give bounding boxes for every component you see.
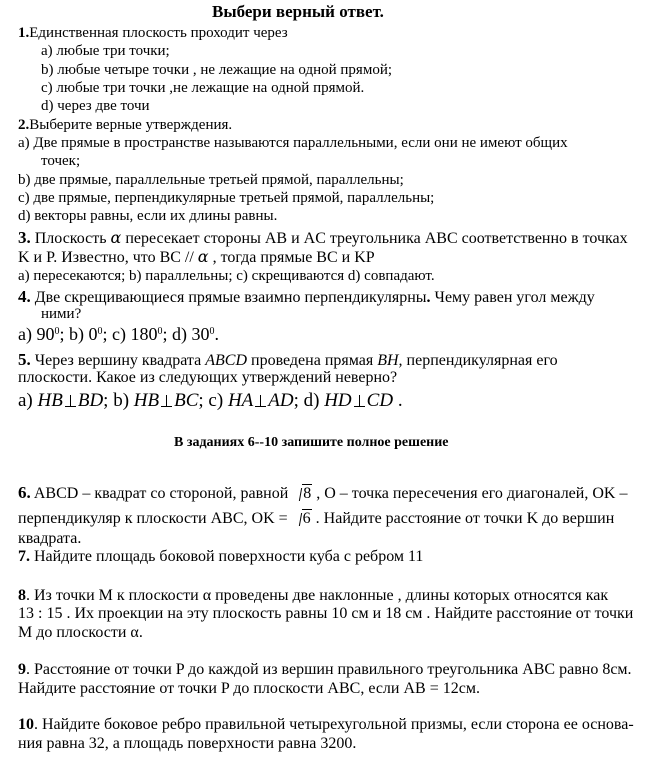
question-1-text [18,24,288,42]
question-6-text-line2 [18,510,614,528]
degree-sup: 0 [97,326,103,337]
question-5-prompt-c: перпендикулярная его [402,352,558,369]
question-10-text [18,716,634,734]
segment-hb: HB [37,390,63,411]
question-5-answers [18,389,403,412]
question-4-text-line2: ними? [41,306,82,322]
degree-sup: 0 [54,326,60,337]
question-1-option-a: a) любые три точки; [41,43,170,59]
question-5-number: 5. [18,350,31,369]
question-4-answers [18,324,219,344]
question-3-number: 3. [18,228,31,247]
line-bh: BH, [377,352,403,369]
alpha-symbol: α [197,247,209,266]
question-1-number: 1. [18,25,30,41]
answer-a: a) 90 [18,324,55,344]
question-4-prompt-b: Чему равен угол между [430,289,595,306]
segment-ha: HA [227,390,254,411]
sqrt-value: 6 [302,510,311,527]
question-10-line1: . Найдите боковое ребро правильной четырехугольной призмы, если сторона ее основа- [34,716,634,733]
segment-hb: HB [133,390,160,411]
question-7-number: 7. [18,548,30,565]
question-6-prompt-a: ABCD – квадрат со стороной, равной [30,485,293,502]
question-3-prompt-a: Плоскость [30,230,111,247]
question-2-option-a-cont: точек; [41,153,81,169]
question-8-line1: . Из точки M к плоскости α проведены две наклонные , длины которых относятся как [26,587,609,604]
degree-sup: 0 [209,326,215,337]
question-4-prompt: Две скрещивающиеся прямые взаимно перпендикулярны [30,289,427,306]
square-name: ABCD [205,352,247,369]
answer-d: ; d) [293,390,320,411]
segment-cd: CD [366,390,394,411]
question-5-text-line2: плоскости. Какое из следующих утверждений неверно? [18,369,398,386]
question-4-text [18,287,595,307]
question-2-option-a: a) Две прямые в пространстве называются параллельными, если они не имеют общих [18,135,568,151]
perpendicular-icon [255,395,266,407]
question-5-prompt-b: проведена прямая [247,352,378,369]
perpendicular-icon [354,395,365,407]
alpha-symbol: α [110,228,122,247]
page-title: Выбери верный ответ. [212,2,384,21]
question-7-text [18,548,423,566]
question-2-option-c: c) две прямые, перпендикулярные третьей прямой, параллельны; [18,190,435,206]
answer-b: ; b) [103,390,130,411]
question-5-text [18,350,558,370]
question-10-line2: ния равна 32, а площадь поверхности равна 3200. [18,735,357,752]
question-5-prompt-a: Через вершину квадрата [30,352,206,369]
segment-bd: BD [77,390,104,411]
question-4-number: 4. [18,287,31,306]
perpendicular-icon [161,395,172,407]
sqrt-value: 8 [303,485,312,502]
segment-ad: AD [268,390,294,411]
answer-c: ; c) [198,390,224,411]
question-1-prompt: Единственная плоскость проходит через [29,25,288,41]
answer-c: ; c) 180 [102,324,158,344]
question-3-line2-b: , тогда прямые BC и KP [208,249,375,266]
perpendicular-icon [65,395,76,407]
answer-d: ; d) 30 [162,324,210,344]
answer-end: . [393,390,403,411]
question-8-number: 8 [18,587,26,604]
question-2-number: 2. [18,117,30,133]
question-3-text [18,228,628,248]
question-2-option-b: b) две прямые, параллельные третьей прямой, параллельны; [18,172,404,188]
sqrt-symbol [293,510,312,528]
question-8-line2: 13 : 15 . Их проекции на эту плоскость равны 10 см и 18 см . Найдите расстояние от точки [18,605,634,622]
question-4-dot: . [426,289,431,306]
question-6-number: 6. [18,483,31,502]
question-2-prompt: Выберите верные утверждения. [29,117,233,133]
question-6-line2-a: перпендикуляр к плоскости ABC, OK = [18,510,292,527]
question-1-option-d: d) через две точи [41,98,150,114]
question-3-prompt-b: пересекает стороны AB и AC треугольника ABC соответственно в точках [121,230,628,247]
question-3-answers: a) пересекаются; b) параллельны; c) скрещиваются d) совпадают. [18,268,435,284]
question-6-prompt-b: , O – точка пересечения его диагоналей, OK – [312,485,628,502]
question-3-text-line2 [18,248,375,267]
question-3-line2-a: K и P. Известно, что BC // [18,249,198,266]
question-7-prompt: Найдите площадь боковой поверхности куба с ребром 11 [30,548,424,565]
degree-sup: 0 [157,326,163,337]
question-1-option-b: b) любые четыре точки , не лежащие на одной прямой; [41,62,393,78]
question-9-text [18,661,632,679]
question-1-option-c: c) любые три точки ,не лежащие на одной прямой. [41,80,365,96]
segment-hd: HD [324,390,352,411]
question-10-number: 10 [18,716,34,733]
answer-b: ; b) 0 [59,324,98,344]
question-6-line2-b: . Найдите расстояние от точки K до вершин [311,510,615,527]
question-2-text [18,116,232,134]
question-6-text-line3: квадрата. [18,530,82,547]
question-9-line2: Найдите расстояние от точки P до плоскости ABC, если AB = 12см. [18,680,480,697]
question-9-number: 9 [18,661,26,678]
answer-a: a) [18,390,33,411]
section-heading: В заданиях 6--10 запишите полное решение [174,435,449,450]
question-6-text [18,483,627,503]
question-9-line1: . Расстояние от точки P до каждой из вершин правильного треугольника ABC равно 8см. [26,661,632,678]
question-8-line3: M до плоскости α. [18,624,143,641]
question-2-option-d: d) векторы равны, если их длины равны. [18,208,278,224]
question-8-text [18,587,608,605]
answer-end: . [214,324,219,344]
segment-bc: BC [174,390,199,411]
sqrt-symbol [293,485,312,503]
